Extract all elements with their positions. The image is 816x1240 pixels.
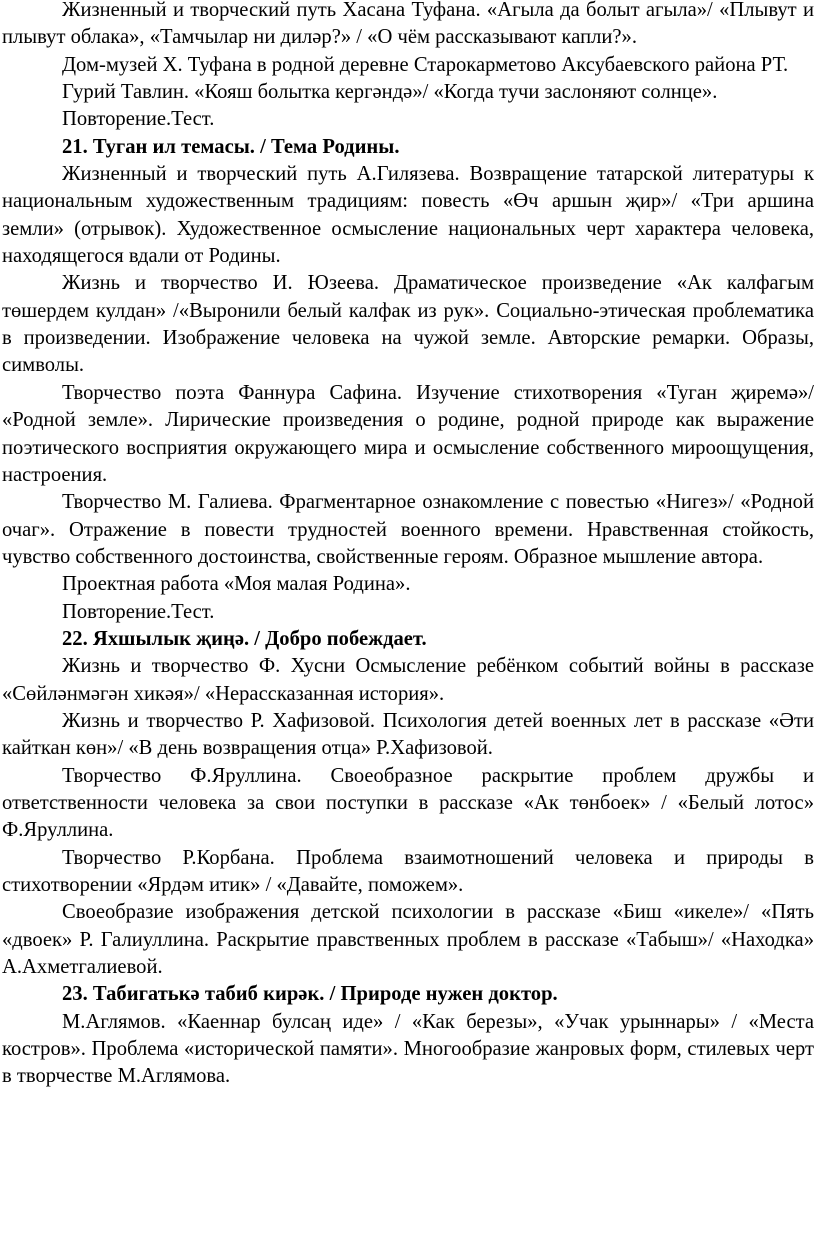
section-heading: 21. Туган ил темасы. / Тема Родины.	[62, 135, 400, 158]
paragraph: Гурий Тавлин. «Кояш болытка кергәндә»/ «Когда тучи заслоняют солнце».	[62, 81, 718, 104]
paragraph: Жизнь и творчество И. Юзеева. Драматическое произведение «Ак калфагым төшердем кулдан» /«Выронили белый калфак из рук». Социально-этическая проблематика в произведении. Изображение человека на чужой земле. Авторские ремарки. Образы, символы.	[2, 272, 814, 377]
paragraph: Творчество Р.Корбана. Проблема взаимотношений человека и природы в стихотворении «Ярдәм итик» / «Давайте, поможем».	[2, 846, 814, 896]
paragraph: Творчество М. Галиева. Фрагментарное ознакомление с повестью «Нигез»/ «Родной очаг». Отражение в повести трудностей военного времени. Нравственная стойкость, чувство собственного достоинства, свойственные героям. Образное мышление автора.	[2, 491, 814, 568]
paragraph: Повторение.Тест.	[62, 600, 215, 623]
paragraph: Проектная работа «Моя малая Родина».	[62, 573, 411, 596]
paragraph: Творчество поэта Фаннура Сафина. Изучение стихотворения «Туган җиремә»/ «Родной земле». Лирические произведения о родине, родной природе как выражение поэтического восприятия окружающего мира и осмысление собственного мироощущения, настроения.	[2, 381, 814, 486]
paragraph: Жизненный и творческий путь А.Гилязева. Возвращение татарской литературы к национальным художественным традициям: повесть «Өч аршын җир»/ «Три аршина земли» (отрывок). Художественное осмысление национальных черт характера человека, находящегося вдали от Родины.	[2, 163, 814, 268]
section-heading: 23. Табигатькә табиб кирәк. / Природе нужен доктор.	[62, 983, 558, 1006]
section-heading: 22. Яхшылык җиңә. / Добро побеждает.	[62, 627, 427, 650]
paragraph: Жизнь и творчество Р. Хафизовой. Психология детей военных лет в рассказе «Әти кайткан көн»/ «В день возвращения отца» Р.Хафизовой.	[2, 709, 814, 760]
paragraph: М.Аглямов. «Каеннар булсаң иде» / «Как березы», «Учак урыннары» / «Места костров». Проблема «исторической памяти». Многообразие жанровых форм, стилевых черт в творчестве М.Аглямова.	[2, 1010, 814, 1088]
paragraph: Своеобразие изображения детской психологии в рассказе «Биш «икеле»/ «Пять «двоек» Р. Галиуллина. Раскрытие правственных проблем в рассказе «Табыш»/ «Находка» А.Ахметгалиевой.	[2, 901, 814, 979]
paragraph: Повторение.Тест.	[62, 108, 215, 131]
paragraph: Жизненный и творческий путь Хасана Туфана. «Агыла да болыт агыла»/ «Плывут и плывут облака», «Тамчылар ни диләр?» / «О чём рассказывают капли?».	[2, 0, 814, 49]
paragraph: Жизнь и творчество Ф. Хусни Осмысление ребёнком событий войны в рассказе «Сөйләнмәгән хикәя»/ «Нерассказанная история».	[2, 655, 814, 705]
paragraph: Творчество Ф.Яруллина. Своеобразное раскрытие проблем дружбы и ответственности человека за свои поступки в рассказе «Ак төнбоек» / «Белый лотос» Ф.Яруллина.	[2, 764, 814, 842]
paragraph: Дом-музей Х. Туфана в родной деревне Старокарметово Аксубаевского района РТ.	[62, 53, 789, 76]
